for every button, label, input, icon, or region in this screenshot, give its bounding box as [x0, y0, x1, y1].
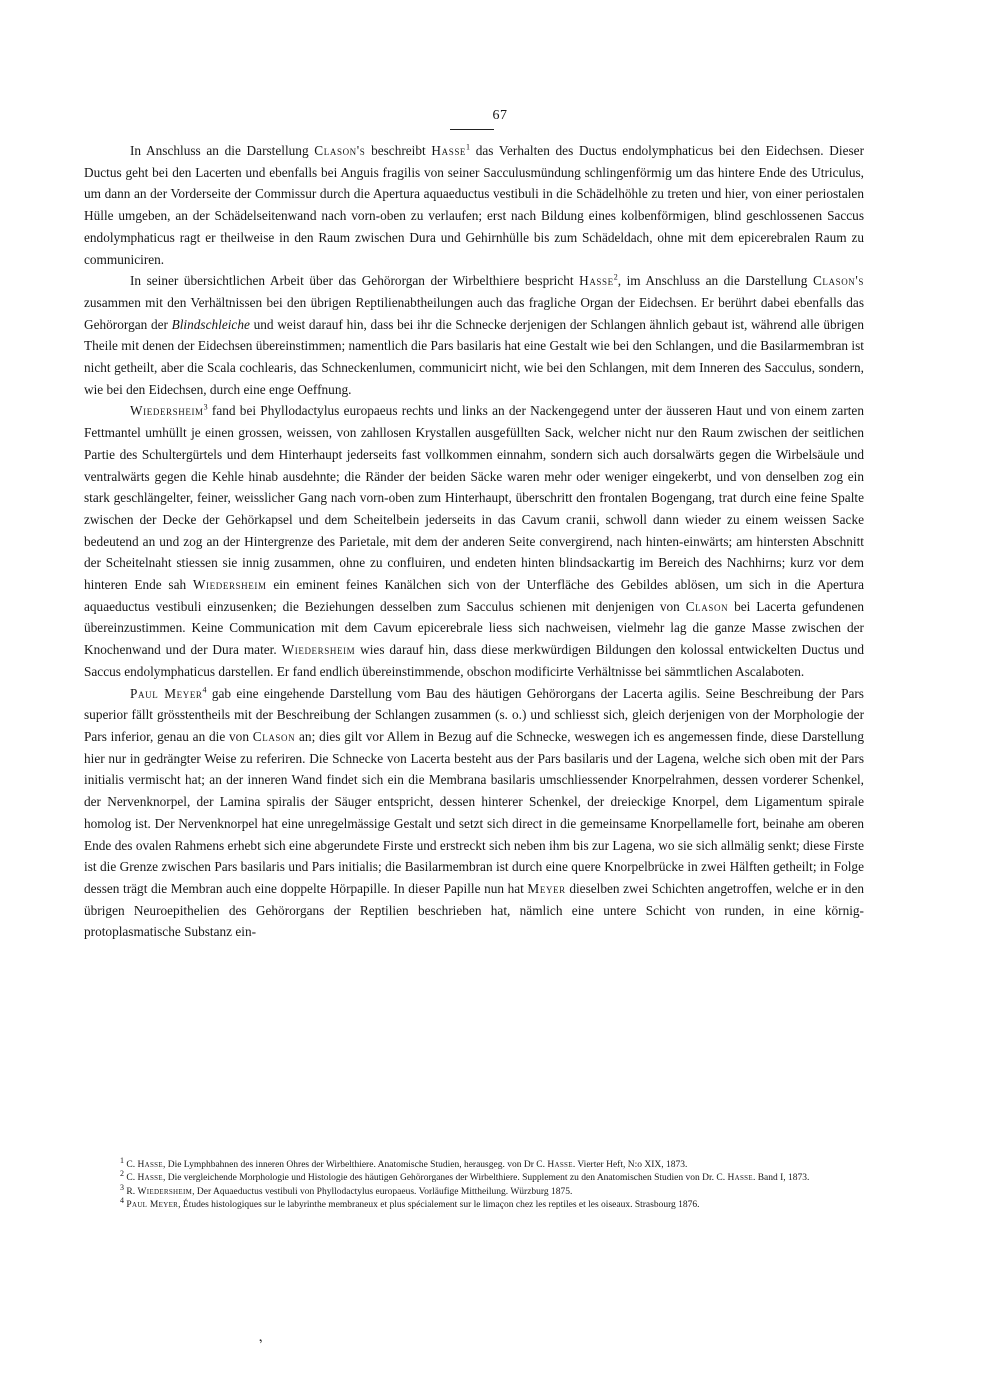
text-run: . Vierter Heft, N:o XIX, 1873. — [572, 1160, 688, 1170]
page-number-rule — [450, 129, 494, 130]
footnote-marker: 1 — [466, 142, 471, 152]
paragraph — [84, 400, 864, 682]
text-run: , Der Aquaeductus vestibuli von Phyllodactylus europaeus. Vorläufige Mittheilung. Würzburg 1875. — [192, 1186, 573, 1197]
text-run: In Anschluss an die Darstellung — [130, 143, 315, 158]
text-run: , im Anschluss an die Darstellung — [617, 273, 813, 289]
author-name: Hasse — [727, 1173, 753, 1184]
author-name: Clason's — [314, 143, 366, 158]
author-name: Clason — [685, 598, 729, 614]
text-run: und weist darauf hin, dass bei ihr die Schnecke derjenigen der Schlangen ähnlich gebaut ist, während alle übrigen Theile mit denen der Eidechsen übereinstimmen; namentlich die Pars basilaris hat eine Gestalt wie bei den Schlangen, und die Basilarmembran ist nicht getheilt, aber die Scala cochlearis, das Schneckenlumen, communicirt nicht, wie bei den Schlangen, mit dem Inneren des Sacculus, sondern, wie bei den Eidechsen, durch eine enge Oeffnung. — [84, 316, 864, 397]
text-run: zusammen mit den Verhältnissen bei den übrigen Reptilienabtheilungen auch das fragliche Organ der Eidechsen. Er berührt dabei ebenfalls das Gehörorgan der — [84, 294, 864, 332]
stray-ink-mark: , — [255, 1329, 264, 1346]
author-name: Hasse — [137, 1160, 163, 1170]
footnote-marker: 1 — [120, 1155, 124, 1165]
author-name: Hasse — [431, 143, 467, 158]
footnote-marker: 4 — [120, 1196, 124, 1206]
italic-term: Blindschleiche — [171, 316, 250, 332]
author-name: Clason — [252, 728, 296, 744]
footnote-marker: 2 — [613, 272, 618, 282]
text-run: In seiner übersichtlichen Arbeit über das Gehörorgan der Wirbelthiere bespricht — [130, 273, 580, 289]
page-number: 67 — [492, 108, 508, 123]
author-name: Hasse — [579, 273, 614, 289]
text-run: C. — [124, 1173, 138, 1184]
text-run: dieselben zwei Schichten angetroffen, welche er in den übrigen Neuroepithelien des Gehörorgans der Reptilien beschrieben hat, nämlich eine untere Schicht von runden, in eine körnig-protoplasmatische Substanz ein- — [84, 880, 864, 940]
text-run: , Die Lymphbahnen des inneren Ohres der Wirbelthiere. Anatomische Studien, herausgeg. von Dr C. — [162, 1160, 548, 1170]
author-name: Paul Meyer — [130, 685, 203, 701]
text-run: bei Lacerta gefundenen übereinzustimmen. Keine Communication mit dem Cavum epicerebrale liess sich nachweisen, vielmehr lag die ganze Masse zwischen der Knochenwand und der Dura mater. — [84, 598, 864, 658]
author-name: Paul Meyer — [126, 1200, 179, 1211]
footnote — [84, 1155, 864, 1172]
author-name: Wiedersheim — [130, 403, 204, 419]
text-run: fand bei Phyllodactylus europaeus rechts und links an der Nackengegend unter der äusseren Haut und von einem zarten Fettmantel umhüllt je einen grossen, weissen, von zahllosen Krystallen ausgefüllten Sack, welcher nicht nur den Raum zwischen der seitlichen Partie des Schultergürtels und dem Hinterhaupt jederseits fast vollkommen einnahm, sondern sich auch dorsalwärts gegen die Wirbelsäule und ventralwärts gegen die Kehle hinab ausdehnte; die Ränder der beiden Säcke waren mehr oder weniger eingekerbt, und von denselben zog ein stark geschlängelter, feiner, weisslicher Gang nach vorn-oben zum Hinterhaupt, überschritt den frontalen Bogengang, trat durch eine feine Spalte zwischen der Decke der Gehörkapsel und dem Scheitelbein jederseits in das Cavum cranii, schwoll dann wieder zu einem weissen Sacke bedeutend an und zog an der Hintergrenze des Parietale, mit dem der anderen Seite convergirend, nach hinten-einwärts; am hintersten Abschnitt der Scheitelnaht stiessen sie innig zusammen, ohne zu confluiren, und endeten hinten blindsackartig im Bereich des Nachhirns; kurz vor dem hinteren Ende sah — [84, 403, 864, 593]
text-run: gab eine eingehende Darstellung vom Bau des häutigen Gehörorgans der Lacerta agilis. Seine Beschreibung der Pars superior fällt grösstentheils mit der Beschreibung der Schlangen zusammen (s. o.) und schliesst sich, gleich derjenigen von der Morphologie der Pars inferior, genau an die von — [84, 685, 864, 744]
footnote-marker: 3 — [203, 403, 208, 413]
text-run: , Die vergleichende Morphologie und Histologie des häutigen Gehörorganes der Wirbelthiere. Supplement zu den Anatomischen Studien von Dr. C. — [162, 1173, 728, 1184]
footnote-marker: 2 — [120, 1169, 124, 1179]
author-name: Wiedersheim — [281, 642, 356, 658]
footnote-marker: 4 — [202, 685, 207, 695]
author-name: Meyer — [527, 880, 566, 896]
footnote — [84, 1196, 864, 1212]
paragraph — [84, 140, 864, 270]
text-run: wies darauf hin, dass diese merkwürdigen Bildungen den kolossal entwickelten Ductus und Saccus endolymphaticus darstellen. Er fand endlich übereinstimmende, obschon modificirte Verhältnisse bei sämmtlichen Ascalaboten. — [84, 642, 864, 679]
author-name: Wiedersheim — [192, 577, 267, 593]
text-run: ein eminent feines Kanälchen sich von der Unterfläche des Gebildes ablösen, um sich in die Apertura aquaeductus vestibuli einzusenken; die Beziehungen desselben zum Sacculus schienen mit denjenigen von — [84, 577, 864, 614]
footnote — [84, 1169, 864, 1185]
text-run: , Études histologiques sur le labyrinthe membraneux et plus spécialement sur le limaçon chez les reptiles et les oiseaux. Strasbourg 1876. — [178, 1200, 700, 1211]
footnotes — [84, 1155, 864, 1213]
text-run: beschreibt — [365, 143, 432, 158]
author-name: Hasse — [547, 1160, 573, 1170]
author-name: Hasse — [137, 1173, 163, 1184]
footnote-marker: 3 — [120, 1182, 124, 1192]
text-run: C. — [124, 1160, 138, 1170]
paragraph — [84, 270, 864, 400]
text-run: R. — [124, 1186, 138, 1197]
footnote — [84, 1182, 864, 1199]
author-name: Clason's — [812, 273, 865, 289]
paragraph — [84, 683, 864, 943]
text-run: . Band I, 1873. — [752, 1173, 810, 1184]
author-name: Wiedersheim — [137, 1186, 193, 1197]
body-text — [84, 140, 864, 943]
text-run: an; dies gilt vor Allem in Bezug auf die Schnecke, weswegen ich es angemessen finde, diese Darstellung hier nur in gedrängter Weise zu referiren. Die Schnecke von Lacerta besteht aus der Pars basilaris und der Lagena, welche sich oben mit der Pars initialis vermischt hat; an der inneren Wand findet sich ein die Membrana basilaris umschliessender Knorpelrahmen, dessen vorderer Schenkel, der Nervenknorpel, der Lamina spiralis der Säuger entspricht, dessen hinterer Schenkel, der dreieckige Knorpel, dem Ligamentum spirale homolog ist. Der Nervenknorpel hat eine unregelmässige Gestalt und setzt sich direct in die gemeinsame Knorpellamelle fort, beinahe am oberen Ende des ovalen Rahmens erhebt sich eine abgerundete Firste und erstreckt sich neben ihm bis zur Lagena, wo sie sich allmälig senkt; diese Firste ist die Grenze zwischen Pars basilaris und Pars initialis; die Basilarmembran ist durch eine quere Knorpelbrücke in zwei Hälften getheilt; in Folge dessen trägt die Membran auch eine doppelte Hörpapille. In dieser Papille nun hat — [84, 728, 864, 896]
text-run: das Verhalten des Ductus endolymphaticus bei den Eidechsen. Dieser Ductus geht bei den Lacerten und ebenfalls bei Anguis fragilis von seiner Sacculusmündung schlingenförmig um das hintere Ende des Utriculus, um dann an der Vorderseite der Commissur durch die Apertura aquaeductus vestibuli in die Schädelhöhle zu treten und hier, von einer periostalen Hülle umgeben, an der Schädelseitenwand nach vorn-oben zu verlaufen; erst nach Bildung eines kolbenförmigen, blind geschlossenen Saccus endolymphaticus ragt er theilweise in den Raum zwischen Dura und Gehirnhülle bis zum Schädeldach, ohne mit dem epicerebralen Raum zu communiciren. — [84, 143, 865, 267]
